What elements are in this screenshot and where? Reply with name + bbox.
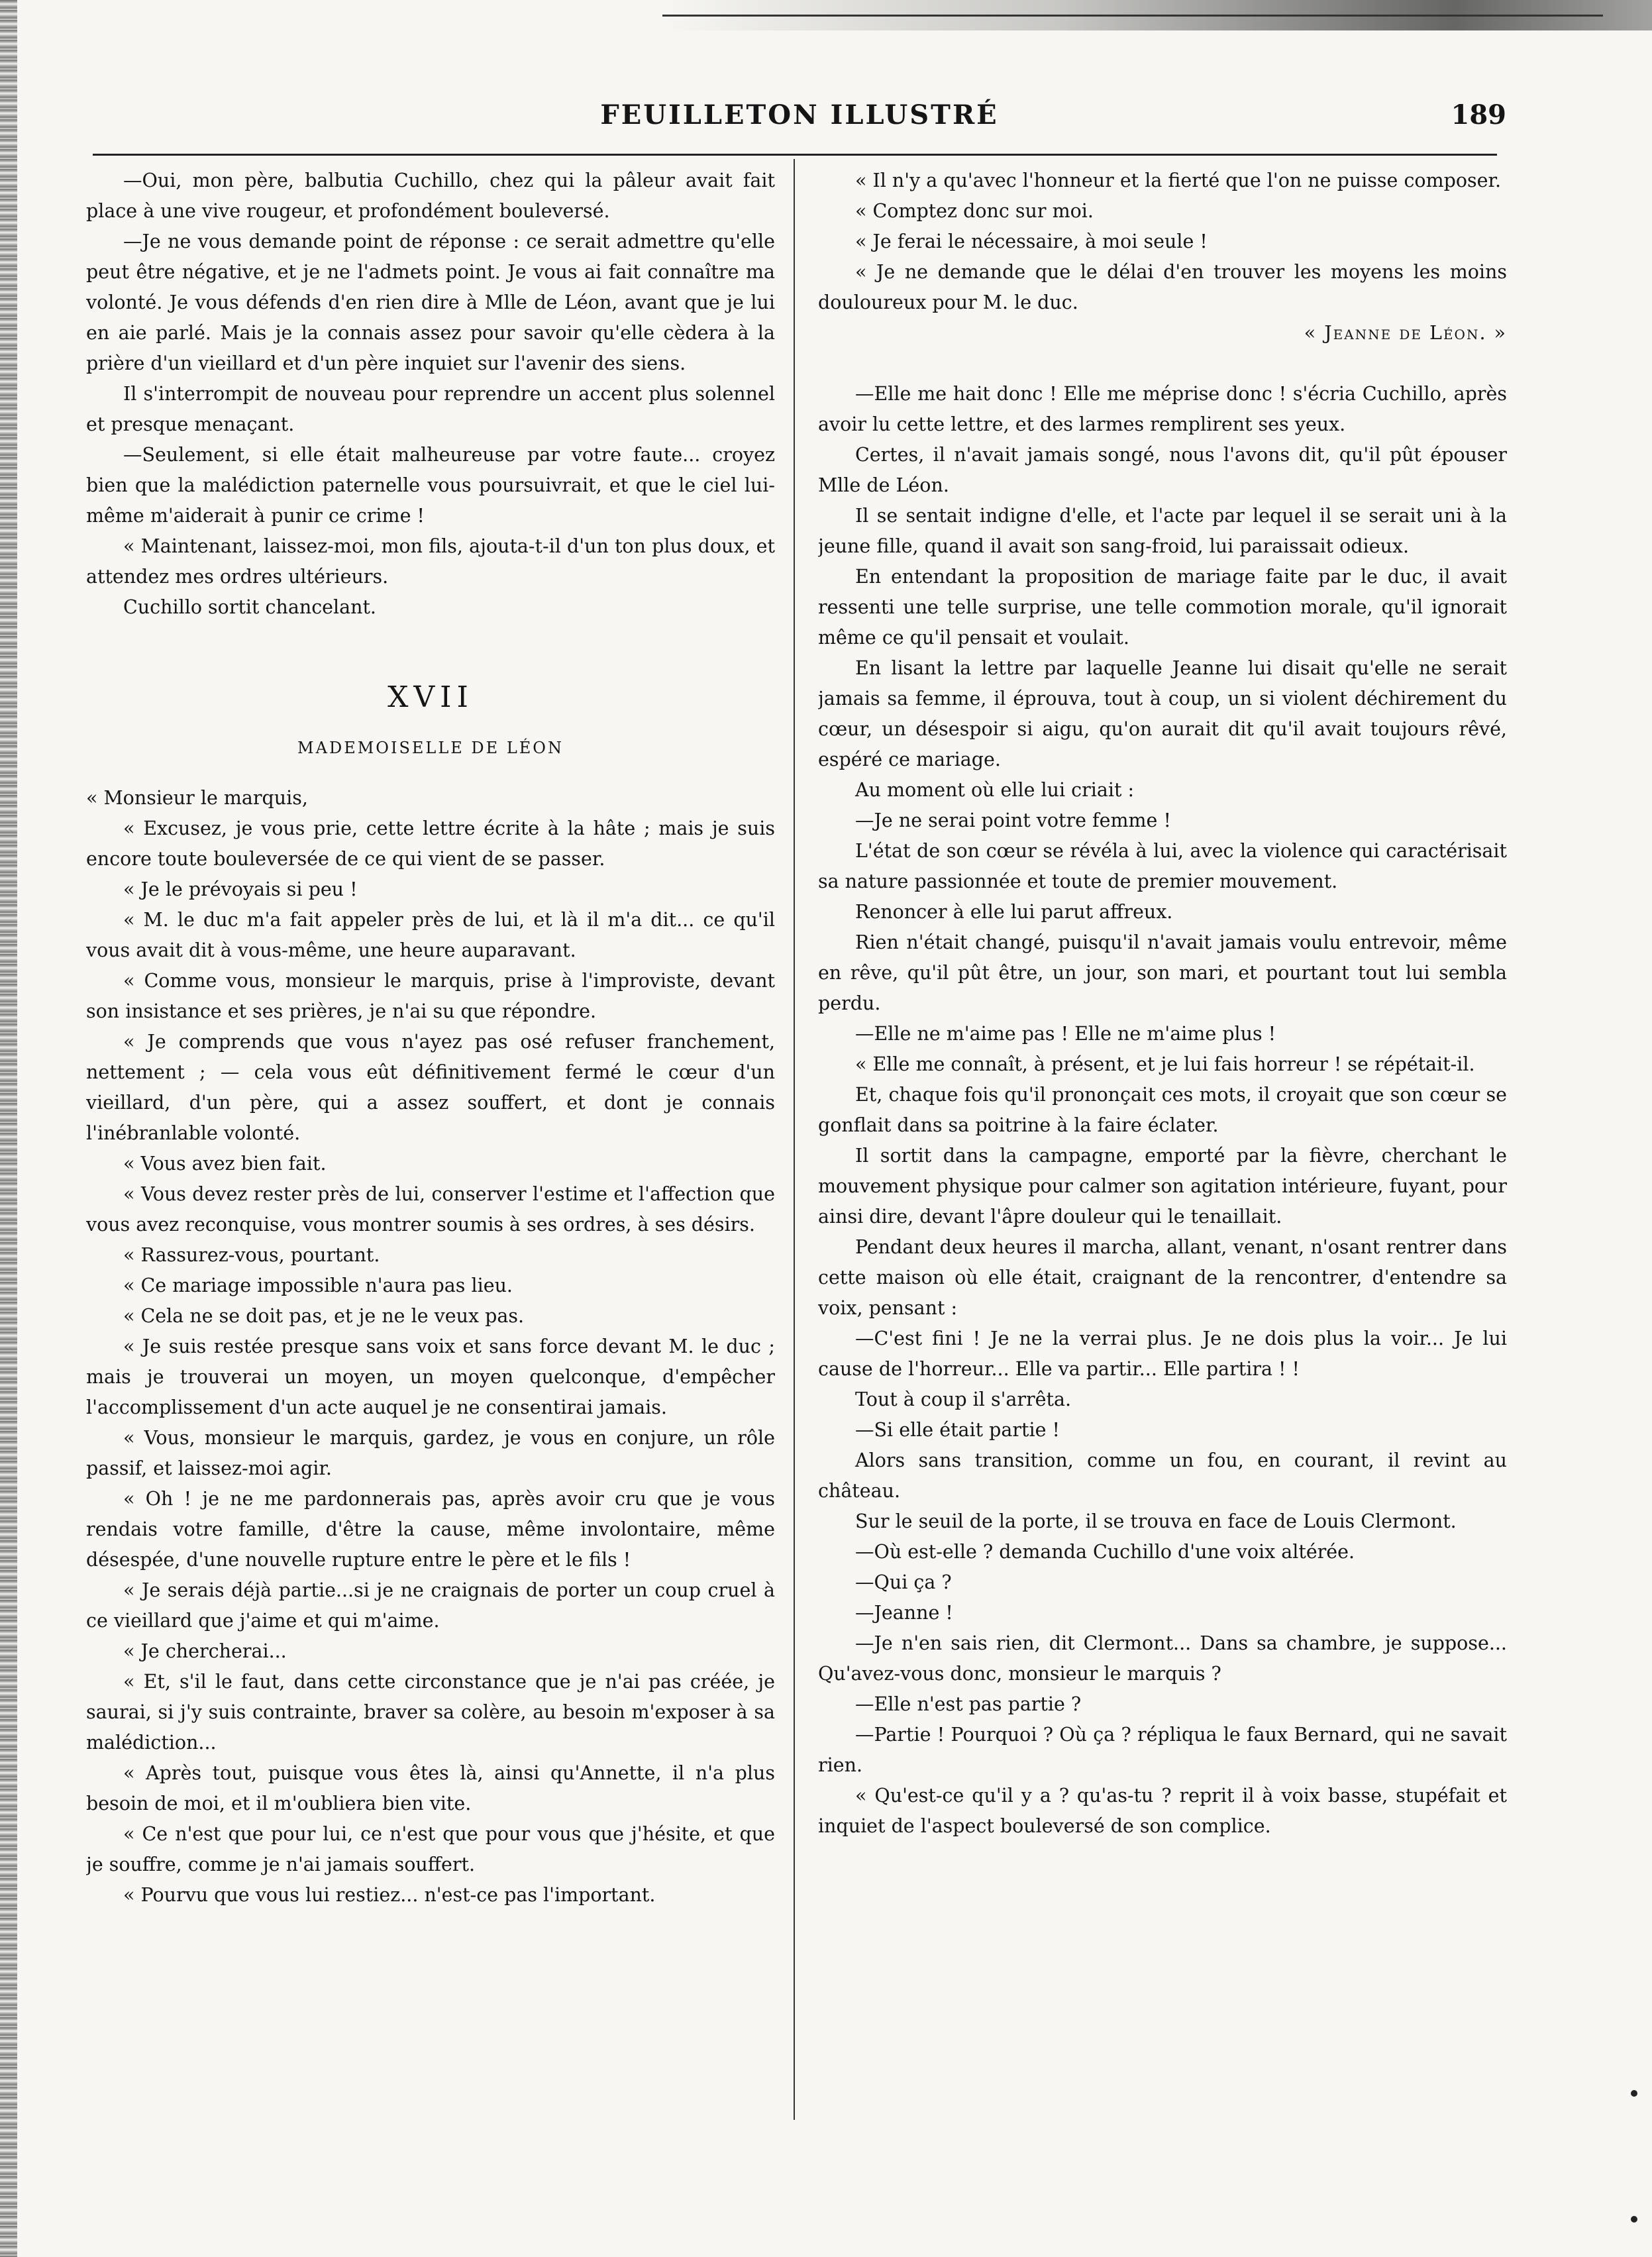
letter-paragraph: « Comptez donc sur moi. xyxy=(855,200,1094,222)
letter-paragraph: « Vous avez bien fait. xyxy=(123,1153,327,1175)
letter-paragraph: « Je suis restée presque sans voix et sans force devant M. le duc ; mais je trouverai un moyen, un moyen quelconque, d'empêcher l'accomplissement d'un acte auquel je ne consentirai jamais. xyxy=(86,1336,775,1418)
paragraph: —Je ne serai point votre femme ! xyxy=(855,810,1171,831)
letter-paragraph: « Rassurez-vous, pourtant. xyxy=(123,1244,380,1266)
letter-paragraph: « Et, s'il le faut, dans cette circonstance que je n'ai pas créée, je saurai, si j'y suis contrainte, braver sa colère, au besoin m'exposer à sa malédiction... xyxy=(86,1671,775,1754)
left-column xyxy=(86,166,775,2153)
letter-salutation: « Monsieur le marquis, xyxy=(86,787,308,809)
paragraph: « Maintenant, laissez-moi, mon fils, ajouta-t-il d'un ton plus doux, et attendez mes ordres ultérieurs. xyxy=(86,535,775,588)
paragraph: —Je ne vous demande point de réponse : ce serait admettre qu'elle peut être négative, et je ne l'admets point. Je vous ai fait connaître ma volonté. Je vous défends d'en rien dire à Mlle de Léon, avant que je lui en aie parlé. Mais je la connais assez pour savoir qu'elle cèdera à la prière d'un vieillard et d'un père inquiet sur l'avenir des siens. xyxy=(86,231,775,374)
paragraph: Tout à coup il s'arrêta. xyxy=(855,1389,1072,1410)
paragraph: L'état de son cœur se révéla à lui, avec la violence qui caractérisait sa nature passionnée et toute de premier mouvement. xyxy=(818,840,1507,892)
paragraph: En entendant la proposition de mariage faite par le duc, il avait ressenti une telle surprise, une telle commotion morale, qu'il ignorait même ce qu'il pensait et voulait. xyxy=(818,566,1507,649)
letter-paragraph: « Pourvu que vous lui restiez... n'est-ce pas l'important. xyxy=(123,1884,656,1906)
paragraph: —Partie ! Pourquoi ? Où ça ? répliqua le faux Bernard, qui ne savait rien. xyxy=(818,1724,1507,1776)
page-number: 189 xyxy=(1451,99,1506,131)
paragraph: —Je n'en sais rien, dit Clermont... Dans sa chambre, je suppose... Qu'avez-vous donc, monsieur le marquis ? xyxy=(818,1632,1507,1685)
letter-paragraph: « Je ferai le nécessaire, à moi seule ! xyxy=(855,231,1208,252)
letter-paragraph: « Je comprends que vous n'ayez pas osé refuser franchement, nettement ; — cela vous eût définitivement fermé le cœur d'un vieillard, d'un père, qui a assez souffert, et dont je connais l'inébranlable volonté. xyxy=(86,1031,775,1144)
paragraph: —Où est-elle ? demanda Cuchillo d'une voix altérée. xyxy=(855,1541,1355,1563)
paragraph: —Jeanne ! xyxy=(855,1602,953,1624)
letter-paragraph: « Je ne demande que le délai d'en trouver les moyens les moins douloureux pour M. le duc. xyxy=(818,261,1507,313)
column-divider xyxy=(794,159,795,2120)
letter-paragraph: « Vous, monsieur le marquis, gardez, je vous en conjure, un rôle passif, et laissez-moi agir. xyxy=(86,1427,775,1479)
letter-paragraph: « Je le prévoyais si peu ! xyxy=(123,878,358,900)
paragraph: —Oui, mon père, balbutia Cuchillo, chez qui la pâleur avait fait place à une vive rougeur, et profondément bouleversé. xyxy=(86,170,775,222)
page-header xyxy=(93,99,1506,147)
letter-paragraph: « M. le duc m'a fait appeler près de lui, et là il m'a dit... ce qu'il vous avait dit à vous-même, une heure auparavant. xyxy=(86,909,775,961)
header-rule xyxy=(93,154,1497,156)
paragraph: Pendant deux heures il marcha, allant, venant, n'osant rentrer dans cette maison où elle était, craignant de la rencontrer, d'entendre sa voix, pensant : xyxy=(818,1236,1507,1319)
letter-paragraph: « Ce n'est que pour lui, ce n'est que pour vous que j'hésite, et que je souffre, comme je n'ai jamais souffert. xyxy=(86,1823,775,1875)
letter-paragraph: « Je chercherai... xyxy=(123,1640,287,1662)
letter-paragraph: « Il n'y a qu'avec l'honneur et la fierté que l'on ne puisse composer. xyxy=(855,170,1502,191)
ink-speck xyxy=(1631,2216,1637,2223)
letter-signature: « Jeanne de Léon. » xyxy=(1304,322,1507,344)
paragraph: Il s'interrompit de nouveau pour reprendre un accent plus solennel et presque menaçant. xyxy=(86,383,775,435)
letter-paragraph: « Je serais déjà partie...si je ne craignais de porter un coup cruel à ce vieillard que j'aime et qui m'aime. xyxy=(86,1579,775,1632)
paragraph: Et, chaque fois qu'il prononçait ces mots, il croyait que son cœur se gonflait dans sa poitrine à la faire éclater. xyxy=(818,1084,1507,1136)
intro-text xyxy=(86,166,775,623)
chapter-title: MADEMOISELLE DE LÉON xyxy=(297,739,564,757)
paragraph: —Qui ça ? xyxy=(855,1571,952,1593)
paragraph: Sur le seuil de la porte, il se trouva en face de Louis Clermont. xyxy=(855,1510,1457,1532)
running-title: FEUILLETON ILLUSTRÉ xyxy=(600,99,999,131)
paragraph: Renoncer à elle lui parut affreux. xyxy=(855,901,1173,923)
letter-paragraph: « Cela ne se doit pas, et je ne le veux pas. xyxy=(123,1305,525,1327)
paragraph: Rien n'était changé, puisqu'il n'avait jamais voulu entrevoir, même en rêve, qu'il pût être, un jour, son mari, et pourtant tout lui sembla perdu. xyxy=(818,931,1507,1014)
letter-paragraph: « Vous devez rester près de lui, conserver l'estime et l'affection que vous avez reconquise, vous montrer soumis à ses ordres, à ses désirs. xyxy=(86,1183,775,1235)
letter-paragraph: « Oh ! je ne me pardonnerais pas, après avoir cru que je vous rendais votre famille, d'être la cause, même involontaire, même désespée, d'une nouvelle rupture entre le père et le fils ! xyxy=(86,1488,775,1571)
paragraph: —Elle n'est pas partie ? xyxy=(855,1693,1082,1715)
right-column xyxy=(818,166,1507,2153)
paragraph: En lisant la lettre par laquelle Jeanne lui disait qu'elle ne serait jamais sa femme, il éprouva, tout à coup, un si violent déchirement du cœur, un désespoir si aigu, qu'on aurait dit qu'il avait toujours rêvé, espéré ce mariage. xyxy=(818,657,1507,770)
letter-end xyxy=(818,166,1507,318)
letter-body xyxy=(86,814,775,1911)
chapter-number: XVII xyxy=(387,680,474,714)
paragraph: Alors sans transition, comme un fou, en courant, il revint au château. xyxy=(818,1449,1507,1502)
paragraph: —Elle me hait donc ! Elle me méprise donc ! s'écria Cuchillo, après avoir lu cette lettre, et des larmes remplirent ses yeux. xyxy=(818,383,1507,435)
page-edge-shadow xyxy=(0,0,17,2257)
letter-paragraph: « Ce mariage impossible n'aura pas lieu. xyxy=(123,1275,513,1296)
paragraph: Il sortit dans la campagne, emporté par la fièvre, cherchant le mouvement physique pour calmer son agitation intérieure, fuyant, pour ainsi dire, devant l'âpre douleur qui le tenaillait. xyxy=(818,1145,1507,1228)
paragraph: Certes, il n'avait jamais songé, nous l'avons dit, qu'il pût épouser Mlle de Léon. xyxy=(818,444,1507,496)
narrative xyxy=(818,379,1507,1842)
paragraph: —Elle ne m'aime pas ! Elle ne m'aime plus ! xyxy=(855,1023,1276,1045)
paragraph: « Elle me connaît, à présent, et je lui fais horreur ! se répétait-il. xyxy=(855,1053,1475,1075)
paragraph: —Seulement, si elle était malheureuse par votre faute... croyez bien que la malédiction paternelle vous poursuivrait, et que le ciel lui-même m'aiderait à punir ce crime ! xyxy=(86,444,775,527)
paragraph: Cuchillo sortit chancelant. xyxy=(123,596,376,618)
paragraph: « Qu'est-ce qu'il y a ? qu'as-tu ? reprit il à voix basse, stupéfait et inquiet de l'aspect bouleversé de son complice. xyxy=(818,1785,1507,1837)
letter-paragraph: « Excusez, je vous prie, cette lettre écrite à la hâte ; mais je suis encore toute bouleversée de ce qui vient de se passer. xyxy=(86,817,775,870)
letter-paragraph: « Comme vous, monsieur le marquis, prise à l'improviste, devant son insistance et ses prières, je n'ai su que répondre. xyxy=(86,970,775,1022)
ink-speck xyxy=(1631,2090,1637,2097)
letter-paragraph: « Après tout, puisque vous êtes là, ainsi qu'Annette, il n'a plus besoin de moi, et il m'oubliera bien vite. xyxy=(86,1762,775,1814)
paragraph: —C'est fini ! Je ne la verrai plus. Je ne dois plus la voir... Je lui cause de l'horreur... Elle va partir... Elle partira ! ! xyxy=(818,1328,1507,1380)
top-rule xyxy=(662,15,1603,17)
paragraph: Il se sentait indigne d'elle, et l'acte par lequel il se serait uni à la jeune fille, quand il avait son sang-froid, lui paraissait odieux. xyxy=(818,505,1507,557)
paragraph: —Si elle était partie ! xyxy=(855,1419,1060,1441)
paragraph: Au moment où elle lui criait : xyxy=(855,779,1135,801)
